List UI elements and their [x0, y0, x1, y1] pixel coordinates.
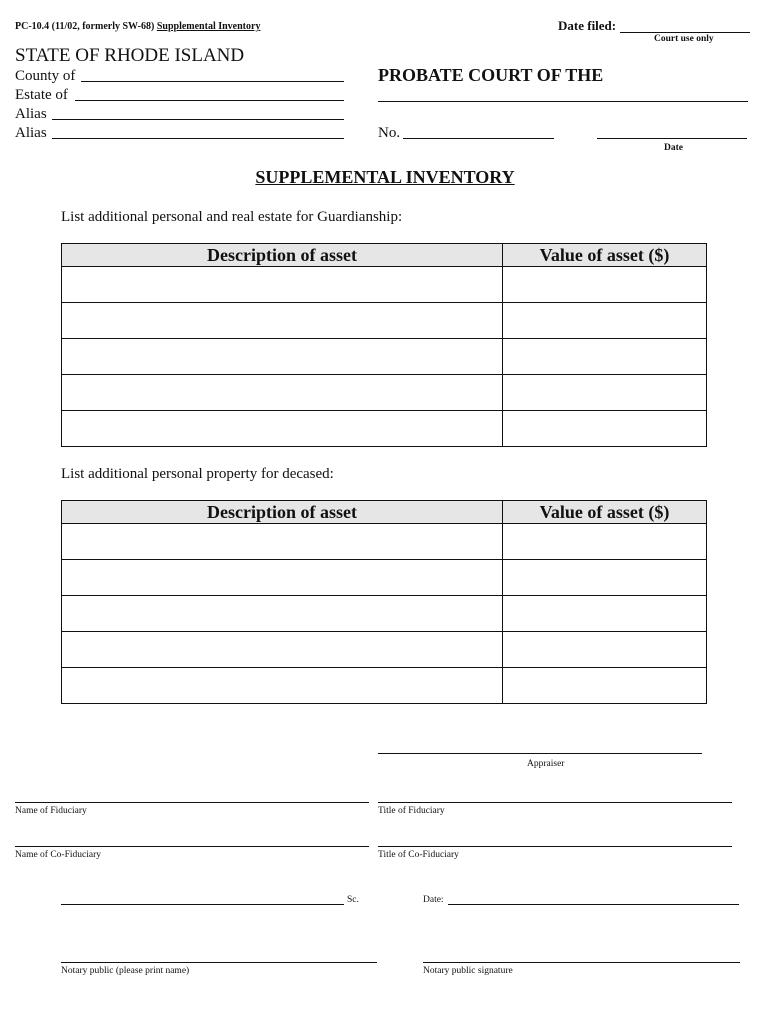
value-column-header: Value of asset ($): [503, 244, 707, 267]
value-cell[interactable]: [503, 632, 707, 668]
value-cell[interactable]: [503, 596, 707, 632]
value-column-header: Value of asset ($): [503, 501, 707, 524]
decedent-asset-table: [61, 500, 707, 704]
table-row: [62, 267, 707, 303]
case-date-field[interactable]: [597, 125, 747, 139]
description-cell[interactable]: [62, 668, 503, 704]
appraiser-signature-line[interactable]: [378, 740, 702, 754]
description-cell[interactable]: [62, 596, 503, 632]
value-cell[interactable]: [503, 668, 707, 704]
date-filed-label: Date filed:: [558, 18, 617, 33]
document-title: SUPPLEMENTAL INVENTORY: [255, 167, 515, 187]
court-name-field[interactable]: [378, 88, 748, 102]
date-filed-field[interactable]: [620, 20, 750, 33]
state-title: STATE OF RHODE ISLAND: [15, 45, 245, 66]
cofiduciary-name-line[interactable]: [15, 833, 369, 847]
notary-date-line[interactable]: [448, 892, 739, 905]
table-row: [62, 668, 707, 704]
notary-date-label: Date:: [423, 895, 444, 905]
section1-intro: List additional personal and real estate for Guardianship:: [61, 209, 403, 225]
fiduciary-name-label: Name of Fiduciary: [15, 806, 87, 816]
fiduciary-title-line[interactable]: [378, 789, 732, 803]
table-row: [62, 596, 707, 632]
notary-signature-label: Notary public signature: [423, 966, 513, 976]
value-cell[interactable]: [503, 411, 707, 447]
table-header-row: [62, 244, 707, 267]
guardianship-asset-table: [61, 243, 707, 447]
description-column-header: Description of asset: [62, 244, 503, 267]
description-cell[interactable]: [62, 632, 503, 668]
value-cell[interactable]: [503, 375, 707, 411]
fiduciary-name-line[interactable]: [15, 789, 369, 803]
case-date-label: Date: [664, 143, 683, 153]
description-cell[interactable]: [62, 339, 503, 375]
value-cell[interactable]: [503, 339, 707, 375]
description-column-header: Description of asset: [62, 501, 503, 524]
county-sc-line[interactable]: [61, 892, 344, 905]
value-cell[interactable]: [503, 267, 707, 303]
appraiser-label: Appraiser: [527, 759, 565, 769]
sc-label: Sc.: [347, 895, 359, 905]
description-cell[interactable]: [62, 303, 503, 339]
table-row: [62, 632, 707, 668]
table-row: [62, 339, 707, 375]
alias-field-2[interactable]: [52, 124, 344, 139]
table-row: [62, 303, 707, 339]
table-row: [62, 560, 707, 596]
estate-label: Estate of: [15, 87, 68, 103]
form-code-header: [15, 21, 260, 32]
table-row: [62, 375, 707, 411]
alias-label-2: Alias: [15, 125, 47, 141]
form-name: Supplemental Inventory: [156, 21, 261, 32]
court-title: PROBATE COURT OF THE: [378, 65, 604, 85]
notary-print-label: Notary public (please print name): [61, 966, 190, 976]
table-header-row: [62, 501, 707, 524]
section2-intro: List additional personal property for decased:: [61, 466, 334, 482]
alias-label-1: Alias: [15, 106, 47, 122]
cofiduciary-title-line[interactable]: [378, 833, 732, 847]
estate-field[interactable]: [75, 86, 344, 101]
value-cell[interactable]: [503, 524, 707, 560]
cofiduciary-name-label: Name of Co-Fiduciary: [15, 850, 102, 860]
description-cell[interactable]: [62, 375, 503, 411]
description-cell[interactable]: [62, 411, 503, 447]
notary-signature-line[interactable]: [423, 949, 740, 963]
description-cell[interactable]: [62, 560, 503, 596]
case-no-field[interactable]: [403, 125, 554, 139]
notary-print-line[interactable]: [61, 949, 377, 963]
value-cell[interactable]: [503, 303, 707, 339]
value-cell[interactable]: [503, 560, 707, 596]
table-row: [62, 524, 707, 560]
county-label: County of: [15, 68, 76, 84]
case-no-label: No.: [378, 125, 401, 141]
alias-field-1[interactable]: [52, 105, 344, 120]
fiduciary-title-label: Title of Fiduciary: [378, 806, 445, 816]
table-row: [62, 411, 707, 447]
county-field[interactable]: [81, 67, 344, 82]
cofiduciary-title-label: Title of Co-Fiduciary: [378, 850, 459, 860]
court-use-only-label: Court use only: [654, 34, 714, 44]
form-code: PC-10.4 (11/02, formerly SW-68): [15, 21, 155, 32]
description-cell[interactable]: [62, 524, 503, 560]
description-cell[interactable]: [62, 267, 503, 303]
